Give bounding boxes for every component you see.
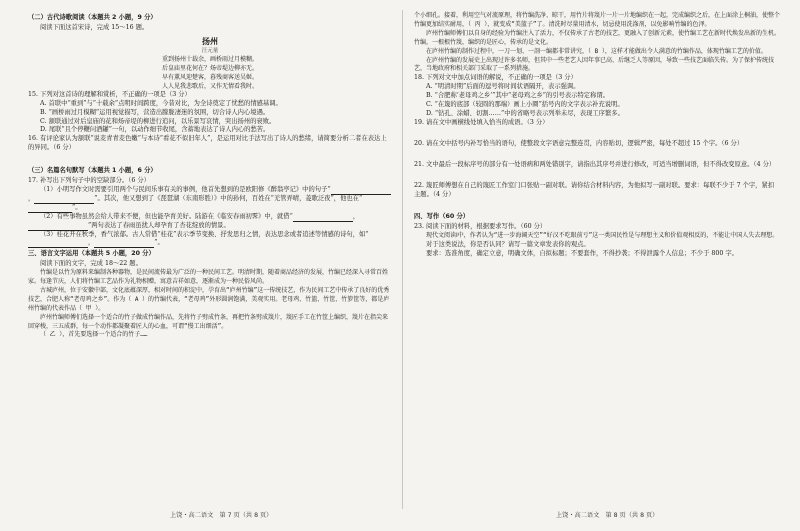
column-divider	[402, 10, 403, 509]
question-22: 22. 篾匠师傅想在自己的篾匠工作室门口张贴一副对联。请你结合材料内容，为他拟写一副对联。要求：每联不少于 7 个字，紧扣主题。（4 分）	[414, 181, 775, 198]
q17-1-text: （1）小明写作文时需要引用两个与民间乐事有关的事例，他首先想到的是欧阳修《醉翁亭记》中的句子“	[40, 185, 331, 193]
left-page	[28, 12, 392, 340]
q17-1-text-c: ”。	[72, 203, 82, 211]
answer-blank[interactable]	[94, 240, 154, 248]
q17-item-2: （2）有些事物虽然会给人带来不便，但也能孕育美好。陆游在《临安春雨初霁》中，就借“ ，”两句表达了春雨虽扰人却孕育了杏花绽放的情景。	[28, 213, 392, 231]
reading-paragraph: 庐州竹编师傅们以自身的经验为竹编注入了活力，不仅传承了古老的技艺，更融入了创新元素，使竹编工艺在新时代焕发出新的生机。竹编，一根根竹篾，编织的是匠心，传承的是文化。	[414, 29, 781, 46]
section-memorization-title: （三）名篇名句默写（本题共 1 小题，6 分）	[28, 167, 157, 175]
poem-line: 后皇庙里花何在？炀帝堤边柳亦无。	[161, 64, 258, 72]
section-writing-title: 四、写作（60 分）	[414, 213, 470, 221]
reading-paragraph: 竹编是以竹为原料来编制各种器物，是民间流传最为广泛的一种民间工艺。明清时期，随着商品经济的发展，竹编已经深入寻常百姓家。每逢节庆，人们将竹编工艺品作为礼物相赠，寓意吉祥如意，逐渐成为一种民俗风尚。	[28, 269, 389, 286]
q17-3-text: （3）桂花开在秋季，香气浓郁。古人常借“桂花”表示季节变换、抒发思归之情，表达思念或者追述等情感的诗句，如“	[40, 230, 369, 238]
q15-option-a: A. 首联中“重到”与“十载余”点明时间跨度，今昔对比，为全诗奠定了忧愁的情感基调。	[40, 99, 282, 107]
question-17: 17. 补写出下列句子中的空缺部分。（6 分）	[28, 177, 150, 185]
poem-author: 汪元量	[201, 47, 219, 54]
writing-prompt: 现代文阅读Ⅰ中，作者认为“进一步海阔天空”“好汉不吃眼前亏”这一类国民性是与理想主义和价值观相反的，不能让中国人失去理想。	[426, 232, 779, 240]
q17-1-text-b: ”。其次，他又想到了《琵琶湖（东南形胜）》中的孙何，百姓在“羌管弄晴，菱歌泛夜”，他也在“	[94, 194, 363, 202]
section-intro: 阅读下面这首宋诗，完成 15～16 题。	[40, 23, 149, 31]
q18-option-a: A. “明清时期”后面的逗号将时间状语隔开，表示强调。	[426, 83, 580, 91]
answer-space	[414, 199, 780, 211]
question-20: 20. 请在文中括号内补写恰当的语句，使整段文字语意完整连贯，内容贴切，逻辑严密，每处不超过 15 个字。（6 分）	[414, 139, 744, 147]
question-16: 16. 有评论家认为颔联“说麦青青麦色嫩”与本诗“看花不似旧年人”，是运用对比手法写出了诗人的愁绪，请简要分析二者在表达上的异同。（6 分）	[28, 135, 387, 152]
question-15: 15. 下列对这首诗的理解和赏析，不正确的一项是（3 分）	[28, 90, 191, 98]
section-ancient-poetry-title: （二）古代诗歌阅读（本题共 2 小题，9 分）	[28, 14, 157, 21]
q17-item-1: （1）小明写作文时需要引用两个与民间乐事有关的事例，他首先想到的是欧阳修《醉翁亭记》中的句子“， ”。其次，他又想到了《琵琶湖（东南形胜）》中的孙何，百姓在“羌管弄晴，菱歌泛夜”，他也在“”。	[28, 186, 392, 213]
q17-2-text-b: ”两句表达了春雨虽扰人却孕育了杏花绽放的情景。	[88, 221, 230, 229]
reading-paragraph: 古城庐州，位于安徽中部，文化底蕴深厚，相对时间的积淀中，孕育出“庐州竹编”这一传统技艺，作为民间工艺中传承了良好的优秀技艺，合肥人称“老母鸡之乡”。作为（ A ）的竹编代表，“老母鸡”外形圆润饱满，美观实用。老母鸡、竹篮、竹筐、竹箩筐等，都是庐州竹编的代表作品（ 甲 ）。	[28, 286, 390, 312]
right-page	[414, 12, 780, 259]
poem-title: 扬州	[202, 35, 218, 46]
page-footer-right: 上饶・高二语文 第 8 页（共 8 页）	[556, 512, 659, 519]
writing-requirements: 要求：选准角度，确定立意，明确文体，自拟标题；不要套作，不得抄袭；不得泄露个人信息；不少于 800 字。	[426, 250, 738, 258]
q17-3-text-b: ”。	[154, 239, 164, 247]
section-language-title: 三、语言文字运用（本题共 5 小题，20 分）	[28, 250, 155, 258]
poem-line: 早有薰风迎楚客，暮残商客送吴姬。	[161, 73, 258, 81]
answer-blank[interactable]	[34, 196, 94, 204]
question-23: 23. 阅读下面的材料，根据要求写作。（60 分）	[414, 223, 547, 231]
writing-prompt: 对于这类说法，你是否认同？请写一篇文章发表你的观点。	[426, 241, 590, 249]
q18-option-c: C. “在篾的底部（较圆的那端）画上小圈”括号内的文字表示补充说明。	[426, 101, 624, 109]
answer-blank[interactable]	[28, 240, 88, 248]
section-intro: 阅读下面的文字，完成 18～22 题。	[40, 260, 142, 268]
answer-blank[interactable]	[293, 214, 353, 222]
answer-space	[414, 170, 780, 182]
reading-paragraph: 在庐州竹编的发展史上出现过许多名师，但其中一些老艺人因年事已高、后继乏人等原因，导致一些技艺面临失传。为了保护传统技艺，当地政府和相关部门采取了一系列措施。	[414, 56, 775, 73]
question-21: 21. 文中最后一段标序号的部分有一处语病和两处错别字，请指出其序号并进行修改，可适当增删词语，但不得改变原意。（4 分）	[414, 160, 776, 168]
reading-paragraph: 个小细孔。接着，利用空气对流原理，将竹编洗净、晾干，用竹片将篾片一片一片地编织在一起，完成编织之后，在上面涂上桐油，使整个竹编更加结实耐用，（ 丙 ），就变成“美篮子”了。清洗时尽量用清水，切忌使用洗涤剂，以免影响竹编的色泽。	[414, 12, 781, 28]
question-19: 19. 请在文中画横线处填入恰当的成语。（3 分）	[414, 118, 549, 126]
q15-option-d: D. 尾联“且个停鞭问酒罐”一句，以动作细节收尾，含蓄地表达了诗人内心的愁苦。	[40, 126, 270, 134]
q15-option-b: B. “画桥雨过月模糊”运用视觉描写，营造出朦胧凄迷的氛围，切合诗人内心境遇。	[40, 108, 270, 116]
poem-line: 人人见我悲歌后，又作无情看我时。	[161, 82, 258, 90]
q15-option-c: C. 颔联通过对后皇庙的花和炀帝堤的柳进行追问，以乐景写哀情，突出扬州的衰败。	[40, 117, 276, 125]
poem-line: 重到扬州十载余，画桥雨过月模糊。	[161, 55, 258, 63]
answer-blank[interactable]	[28, 205, 72, 213]
reading-paragraph: 庐州竹编师傅们选择一个适合的竹子做成竹编作品，先将竹子劈成竹条，再把竹条劈成篾片，篾匠手工在竹筐上编织，篾片在指尖来回穿梭，三五成群，每一个动作都凝聚着匠人的心血，可谓“慢工出细活”。	[28, 313, 389, 330]
q18-option-d: D. “钻孔、涂蜡、切割……”中的省略号表示列举未尽，表现工序繁多。	[426, 109, 624, 117]
question-18: 18. 下列对文中加点词语的解说，不正确的一项是（3 分）	[414, 74, 577, 82]
answer-space	[28, 153, 392, 165]
answer-space	[414, 149, 780, 161]
q18-option-b: B. “合肥称‘老母鸡之乡’”其中“老母鸡之乡”的引号表示特定称谓。	[426, 92, 609, 100]
page-footer-left: 上饶・高二语文 第 7 页（共 8 页）	[170, 512, 273, 519]
reading-paragraph: 在庐州竹编的制作过程中，一刀一划、一剖一编都非常讲究，（ B ），这样才能做出令人满意的竹编作品，体现竹编工艺的价值。	[426, 47, 767, 55]
answer-blank[interactable]	[28, 223, 88, 231]
q17-item-3: （3）桂花开在秋季，香气浓郁。古人常借“桂花”表示季节变换、抒发思归之情，表达思念或者追述等情感的诗句，如“， ”。	[28, 231, 392, 249]
answer-space	[414, 128, 780, 140]
reading-paragraph: （ 乙 ），首先要选择一个适合的竹子……	[40, 331, 148, 339]
answer-blank[interactable]	[331, 187, 391, 195]
q17-2-text: （2）有些事物虽然会给人带来不便，但也能孕育美好。陆游在《临安春雨初霁》中，就借“	[40, 212, 293, 220]
